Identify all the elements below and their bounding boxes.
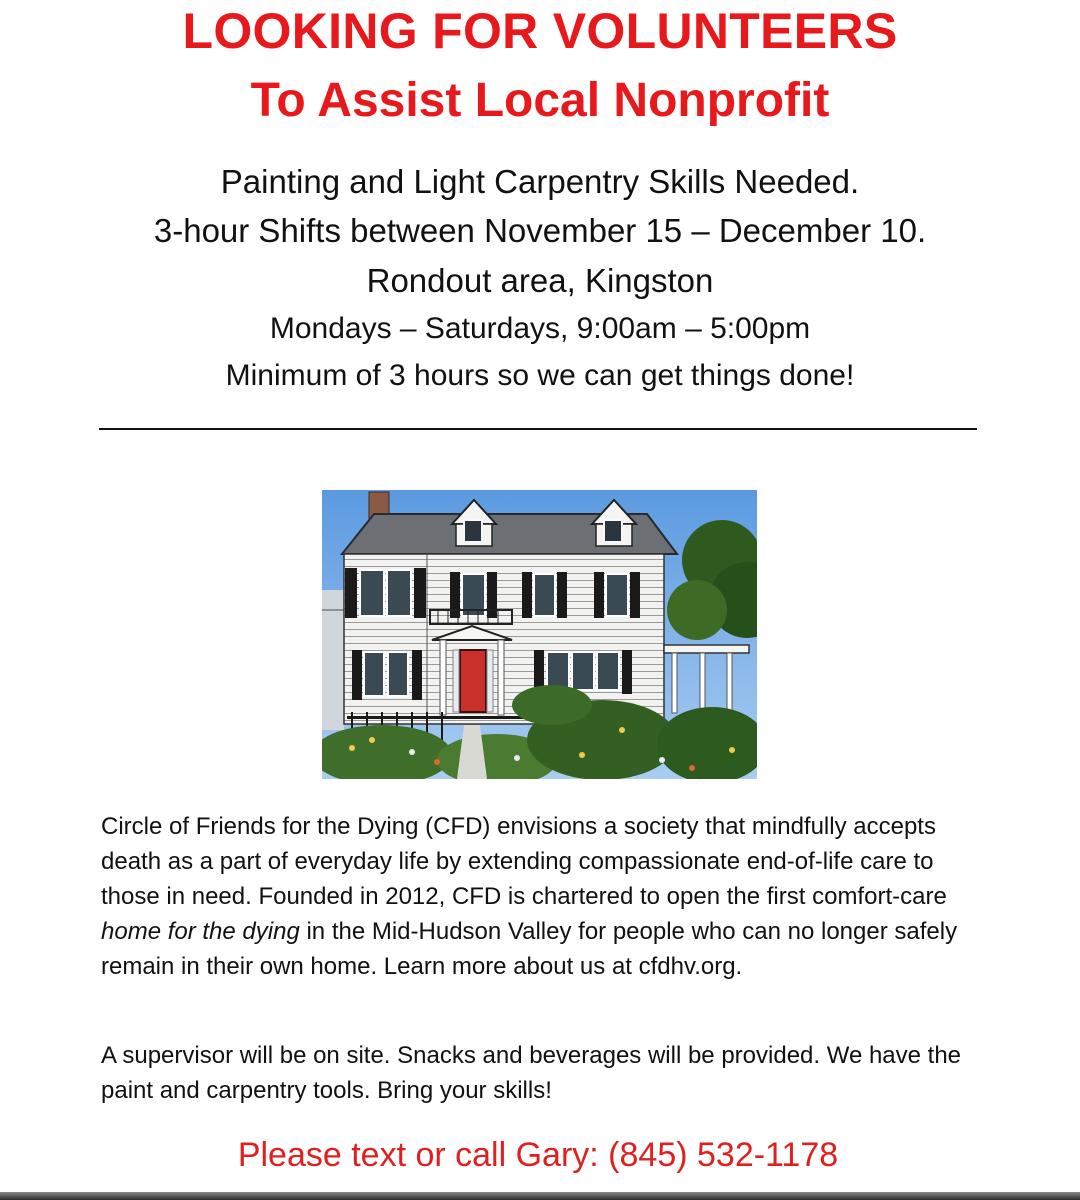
divider-line	[99, 428, 977, 430]
schedule-line: Mondays – Saturdays, 9:00am – 5:00pm	[269, 312, 811, 345]
bottom-shadow-bar	[0, 1192, 1080, 1200]
about-text-italic: home for the dying	[101, 918, 300, 945]
about-text-start: Circle of Friends for the Dying (CFD) envisions a society that mindfully accepts death as a part of everyday life by extending compassionate end-of-life care to those in need. Founded in 2012, CFD is chartered to open the first comfort-care	[101, 813, 947, 910]
notes-paragraph: A supervisor will be on site. Snacks and beverages will be provided. We have the paint and carpentry tools. Bring your skills!	[101, 1042, 962, 1104]
house-photo	[322, 490, 757, 779]
minimum-line: Minimum of 3 hours so we can get things done!	[225, 359, 855, 392]
skills-line: Painting and Light Carpentry Skills Needed.	[220, 163, 860, 200]
flyer-subtitle: To Assist Local Nonprofit	[250, 74, 830, 127]
colonial-house-illustration	[322, 490, 757, 779]
about-text-end: in the Mid-Hudson Valley for people who can no longer safely remain in their own home. Learn more about us at cfdhv.org.	[101, 918, 958, 980]
about-paragraph	[101, 809, 991, 984]
shifts-line: 3-hour Shifts between November 15 – December 10.	[153, 212, 927, 249]
contact-line: Please text or call Gary: (845) 532-1178	[237, 1136, 839, 1174]
flyer-title: LOOKING FOR VOLUNTEERS	[182, 3, 898, 59]
location-line: Rondout area, Kingston	[366, 262, 714, 299]
